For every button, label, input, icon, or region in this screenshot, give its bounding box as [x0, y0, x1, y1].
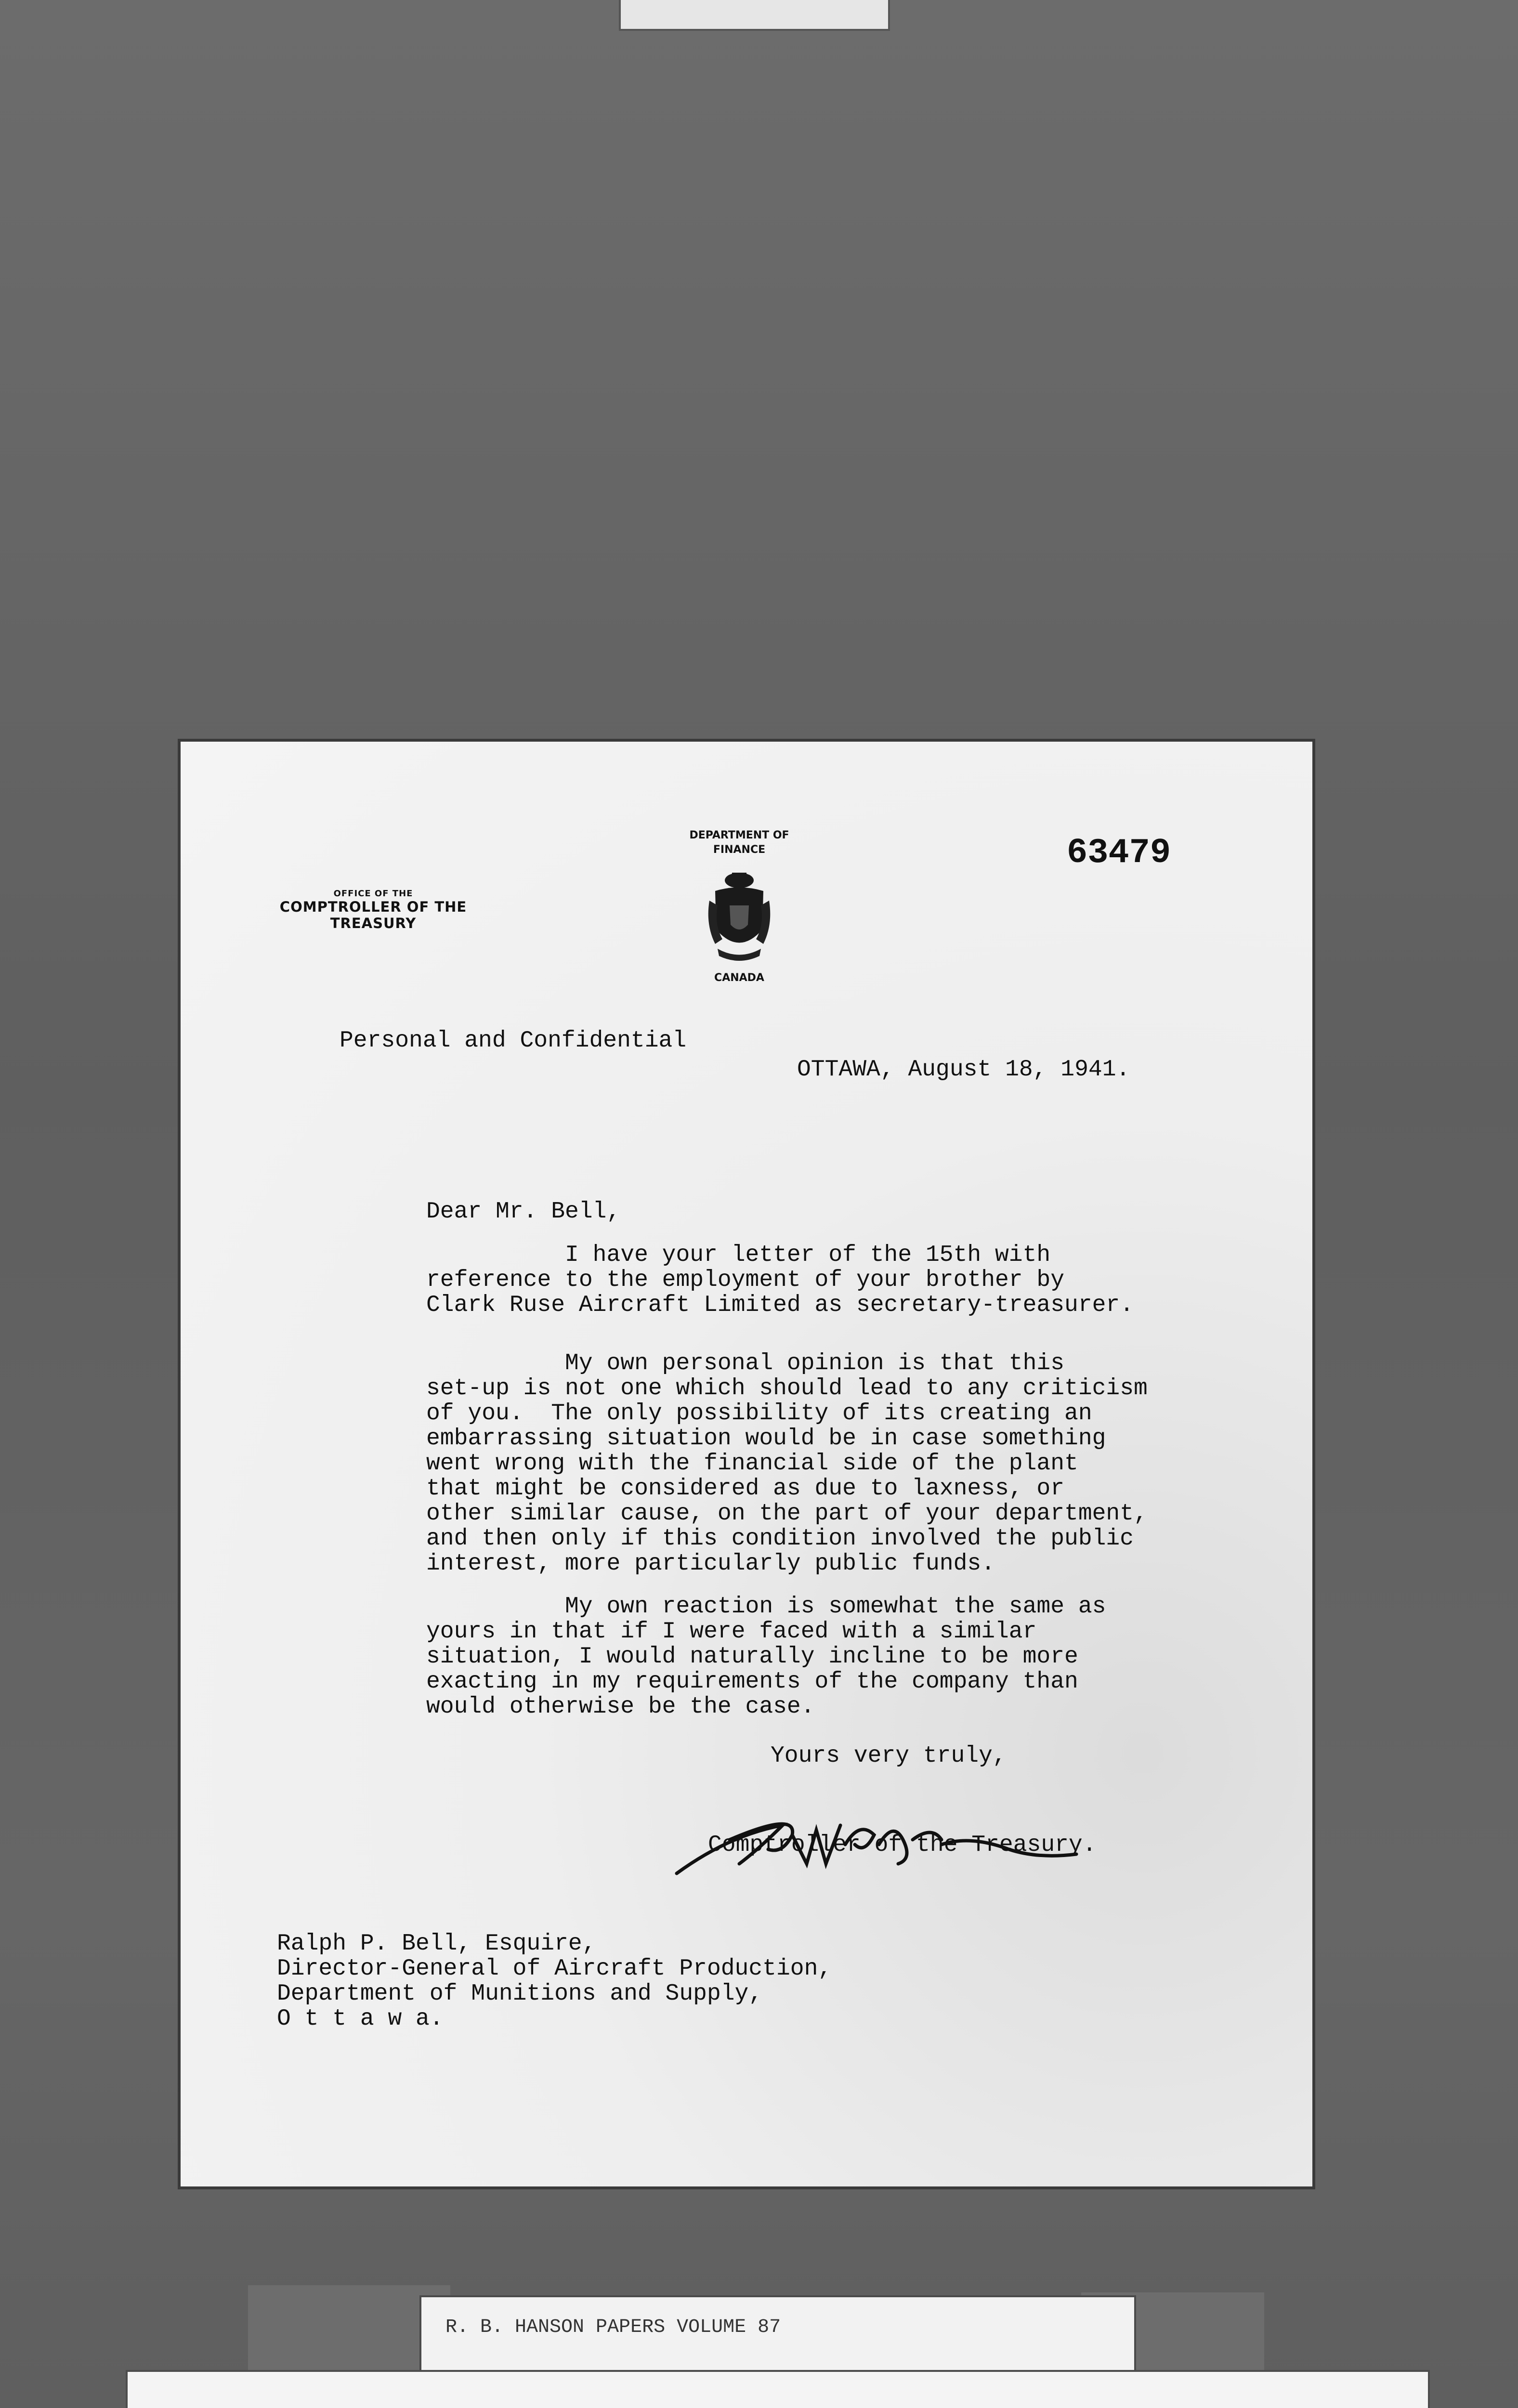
recipient-address: Ralph P. Bell, Esquire, Director-General of Aircraft Production, Department of Munitions and Supply, O t t a w a.: [277, 1931, 832, 2032]
paragraph-1: I have your letter of the 15th with reference to the employment of your brother by Clark Ruse Aircraft Limited as secretary-treasurer.: [426, 1242, 1134, 1318]
tape-strip: [248, 2285, 450, 2377]
top-tab: [619, 0, 890, 31]
department-line1: DEPARTMENT OF: [689, 829, 789, 841]
letterhead-country: CANADA: [714, 972, 764, 984]
place-date: OTTAWA, August 18, 1941.: [797, 1057, 1130, 1083]
letterhead-department: [662, 828, 816, 857]
letterhead-office: [265, 889, 482, 931]
coat-of-arms-icon: [706, 872, 773, 966]
archives-card: [128, 2372, 1428, 2408]
marking: Personal and Confidential: [340, 1028, 687, 1054]
department-line2: FINANCE: [713, 844, 766, 856]
paragraph-2: My own personal opinion is that this set-up is not one which should lead to any criticism of you. The only possibility of its creating an embarrassing situation would be in case something went wrong with the financial side of the plant that might be considered as due to laxness, or other similar cause, on the part of your department, and then only if this condition involved the public interest, more particularly public funds.: [426, 1350, 1148, 1577]
office-line1: OFFICE OF THE: [333, 889, 413, 899]
paragraph-3: My own reaction is somewhat the same as yours in that if I were faced with a similar situation, I would naturally incline to be more exacting in my requirements of the company than would otherwise be the case.: [426, 1594, 1106, 1720]
file-number: 63479: [1067, 833, 1171, 873]
signature-title: Comptroller of the Treasury.: [708, 1832, 1097, 1858]
office-line2: COMPTROLLER OF THE TREASURY: [279, 899, 467, 931]
archive-label-text: R. B. HANSON PAPERS VOLUME 87: [445, 2316, 781, 2338]
closing: Yours very truly,: [771, 1743, 1007, 1769]
letter-sheet: [181, 742, 1312, 2186]
salutation: Dear Mr. Bell,: [426, 1199, 621, 1225]
